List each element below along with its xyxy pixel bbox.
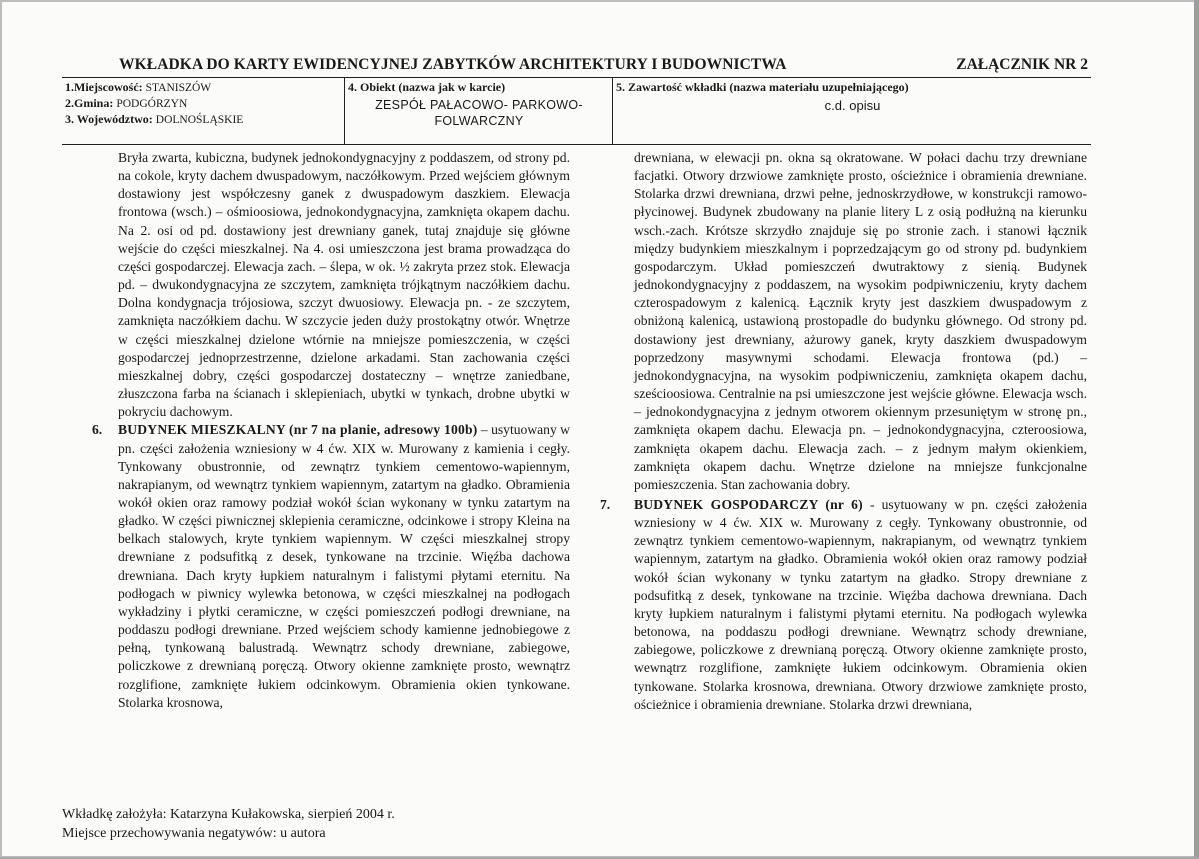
document-page — [2, 2, 1197, 856]
item-7 — [600, 496, 1087, 714]
item-7-body — [634, 496, 1087, 714]
item-6-number: 6. — [92, 422, 103, 438]
document-title: WKŁADKA DO KARTY EWIDENCYJNEJ ZABYTKÓW ARCHITEKTURY I BUDOWNICTWA — [119, 56, 787, 73]
right-text-column — [600, 149, 1087, 714]
object-label: 4. Obiekt (nazwa jak w karcie) — [348, 80, 506, 94]
item-6-body — [118, 421, 570, 712]
location-label: 1.Miejscowość: — [65, 80, 143, 94]
footer — [62, 805, 395, 843]
right-intro-paragraph: drewniana, w elewacji pn. okna są okratowane. W połaci dachu trzy drewniane facjatki. Otwory drzwiowe zamknięte prosto, ościeżnice i obramienia drewniane. Stolarka drzwi drewniana, drzwi pełne, jednoskrzydłowe, w konstrukcji ramowo-płycinowej. Budynek zbudowany na planie litery L z osią podłużną na kierunku wsch.-zach. Krótsze skrzydło znajduje się po stronie zach. i stanowi łącznik między budynkiem mieszkalnym i poprzedzającym go od strony pd. budynkiem gospodarczym. Układ pomieszczeń dwutraktowy z sienią. Budynek jednokondygnacyjny z poddaszem, na wysokim podpiwniczeniu, kryty dachem czterospadowym z kalenicą. Łącznik kryty jest daszkiem dwuspadowym z obniżoną kalenicą, ustawioną prostopadle do budynku głównego. Od strony pd. dostawiony jest drewniany, ażurowy ganek, kryty daszkiem dwuspadowym poprzedzony masywnymi schodami. Elewacja frontowa (pd.) – jednokondygnacyjna, na wysokim podpiwniczeniu, zamknięta okapem dachu, sześcioosiowa. Centralnie na psi umieszczone jest wejście główne. Elewacja wsch. – jednokondygnacyjna z jednym otworem okiennym przesuniętym w stronę pn., zamknięta okapem dachu. Elewacja pn. – jednokondygnacyjna, czteroosiowa, zamknięta okapem dachu. Elewacja zach. – z jednym małym okienkiem, zamknięta okapem dachu. Wnętrze dzielone na mniejsze funkcjonalne pomieszczenia. Stan zachowania dobry. — [634, 150, 1087, 492]
commune-value: PODGÓRZYN — [116, 98, 188, 110]
author-line: Wkładkę założyła: Katarzyna Kułakowska, sierpień 2004 r. — [62, 807, 395, 822]
title-row — [62, 55, 1091, 78]
location-line — [65, 80, 344, 96]
item-7-text: - usytuowany w pn. części założenia wzniesiony w 4 ćw. XIX w. Murowany z cegły. Tynkowany obustronnie, od zewnątrz tynkiem cementowo-wapiennym, nakrapianym, od wewnątrz tynkiem wapiennym, zatartym na gładko. Obramienia wokół okien oraz ramowy podział wokół ścian wykonany w tynku zatartym na gładko. Stropy drewniane z podsufitką z desek, tynkowane na trzcinie. Więźba dachowa drewniana. Dach kryty łupkiem naturalnym i falistymi płytami eternitu. Na podłogach wylewka betonowa, na poddaszu podłogi drewniane. Wewnątrz schody drewniane, zabiegowe, policzkowe z drewnianą poręczą. Otwory okienne zamknięte prosto, wewnątrz rozglifione, zamknięte łukiem odcinkowym. Obramienia okien tynkowane. Stolarka krosnowa, drewniana. Otwory drzwiowe zamknięte prosto, ościeżnice i obramienia drewniane. Stolarka drzwi drewniana, — [634, 496, 1087, 712]
attachment-value: c.d. opisu — [824, 98, 881, 113]
header-grid — [62, 78, 1091, 145]
item-7-number: 7. — [600, 496, 611, 512]
left-text-column — [92, 149, 570, 712]
object-name-line2: FOLWARCZNY — [434, 114, 524, 128]
attachment-label-line — [616, 80, 1092, 95]
commune-label: 2.Gmina: — [65, 96, 114, 110]
item-6-heading: BUDYNEK MIESZKALNY (nr 7 na planie, adresowy 100b) — [118, 422, 478, 438]
scan-edge — [1194, 0, 1199, 859]
voivodeship-label: 3. Województwo: — [65, 112, 153, 126]
item-7-heading: BUDYNEK GOSPODARCZY (nr 6) — [634, 496, 863, 512]
item-6-text: – usytuowany w pn. części założenia wzniesiony w 4 ćw. XIX w. Murowany z kamienia i cegły. Tynkowany obustronnie, od zewnątrz tynkiem cementowo-wapiennym, nakrapianym, od wewnątrz tynkiem wapiennym, zatartym na gładko. Obramienia wokół okien oraz ramowy podział wokół ścian wykonany w tynku zatartym na gładko. W części piwnicznej sklepienia ceramiczne, odcinkowe i stropy Kleina na belkach stalowych, kryte tynkiem wapiennym. W części mieszkalnej stropy drewniane z podsufitką z desek, tynkowane na trzcinie. Więźba dachowa drewniana. Dach kryty łupkiem naturalnym i falistymi płytami eternitu. Na podłogach w piwnicy wylewka betonowa, w części mieszkalnej na podłogach wykładziny i płytki ceramiczne, w części pomieszczeń podłogi drewniane, na poddaszu podłogi drewniane. Przed wejściem schody kamienne jednobiegowe z pełną, tynkowaną balustradą. Wewnątrz schody drewniane, zabiegowe, policzkowe z drewnianą poręczą. Otwory okienne zamknięte prosto, wewnątrz rozglifione, zamknięte łukiem odcinkowym. Obramienia okien tynkowane. Stolarka krosnowa, — [118, 422, 570, 710]
location-cell — [62, 78, 344, 144]
commune-line — [65, 96, 344, 112]
voivodeship-line — [65, 112, 344, 128]
object-label-line — [348, 80, 613, 95]
left-intro-paragraph: Bryła zwarta, kubiczna, budynek jednokondygnacyjny z poddaszem, od strony pd. na cokole, kryty dachem dwuspadowym, naczółkowym. Przed wejściem głównym dostawiony jest współczesny ganek z dwuspadowym daszkiem. Elewacja frontowa (wsch.) – ośmioosiowa, jednokondygnacyjna, zamknięta okapem dachu. Na 2. osi od pd. dostawiony jest drewniany ganek, tutaj znajduje się główne wejście do części mieszkalnej. Na 4. osi umieszczona jest brama prowadząca do części gospodarczej. Elewacja zach. – ślepa, w ok. ½ zakryta przez stok. Elewacja pd. – dwukondygnacyjna ze szczytem, zamknięta trójkątnym naczółkiem dachu. Dolna kondygnacja trójosiowa, szczyt dwuosiowy. Elewacja pn. - ze szczytem, zamknięta naczółkiem dachu. W szczycie jeden duży prostokątny otwór. Wnętrze w części mieszkalnej dzielone wtórnie na mniejsze pomieszczenia, w części gospodarczej jednoprzestrzenne, dzielone arkadami. Stan zachowania części mieszkalnej dobry, części gospodarczej dostateczny – wnętrze zaniedbane, złuszczona farba na ścianach i sklepieniach, ubytki w tynkach, drobne ubytki w pokryciu dachowym. — [118, 150, 570, 420]
object-name-line1: ZESPÓŁ PAŁACOWO- PARKOWO- — [375, 98, 583, 112]
attachment-label: 5. Zawartość wkładki (nazwa materiału uzupełniającego) — [616, 80, 909, 94]
attachment-cell — [612, 78, 1092, 144]
annex-label: ZAŁĄCZNIK NR 2 — [956, 56, 1088, 73]
storage-line: Miejsce przechowywania negatywów: u autora — [62, 826, 326, 841]
location-value: STANISZÓW — [145, 82, 212, 94]
voivodeship-value: DOLNOŚLĄSKIE — [155, 114, 244, 126]
item-6 — [92, 421, 570, 712]
object-cell — [344, 78, 613, 144]
